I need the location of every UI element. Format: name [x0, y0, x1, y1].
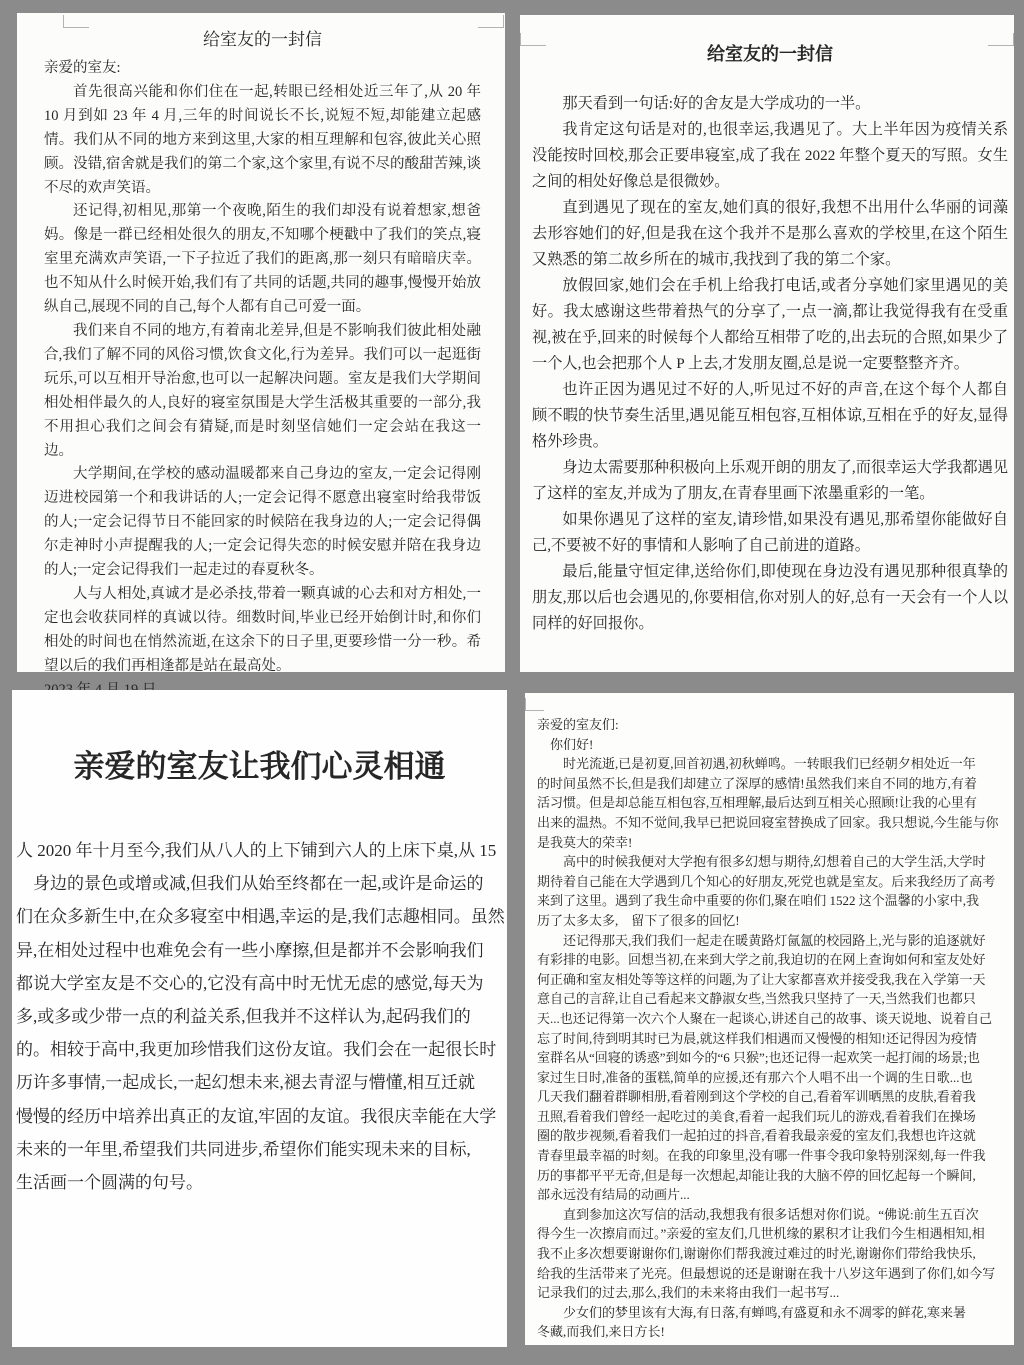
text-line: 来到了这里。遇到了我生命中重要的你们,聚在咱们 1522 这个温馨的小家中,我 — [537, 893, 980, 909]
text-line: 都说大学室友是不交心的,它没有高中时无忧无虑的感觉,每天为 — [16, 973, 484, 993]
letter4-salutation: 亲爱的室友们: — [537, 717, 619, 732]
text-line: 身边的景色或增或减,但我们从始至终都在一起,或许是命运的 — [16, 874, 484, 894]
text-line: 期待着自己能在大学遇到几个知心的好朋友,死党也就是室友。后来我经历了高考 — [537, 873, 996, 889]
text-line: 慢慢的经历中培养出真正的友谊,牢固的友谊。我很庆幸能在大学 — [16, 1106, 497, 1126]
text-line: 意自己的言辞,让自己看起来文静淑女些,当然我只坚持了一天,当然我们也都只 — [537, 991, 976, 1007]
text-line: 们在众多新生中,在众多寝室中相遇,幸运的是,我们志趣相同。虽然 — [16, 907, 505, 927]
margin-corner-mark — [525, 698, 544, 711]
text-line: 得今生一次擦肩而过。”亲爱的室友们,几世机缘的累积才让我们今生相遇相知,相 — [537, 1226, 985, 1242]
margin-corner-mark — [478, 15, 504, 28]
letter3-body — [12, 834, 507, 1199]
text-line: 的时间虽然不长,但是我们却建立了深厚的感情!虽然我们来自不同的地方,有着 — [537, 775, 977, 791]
text-line: 几天我们翻着群聊相册,看着刚到这个学校的自己,看着军训晒黑的皮肤,看着我 — [537, 1089, 976, 1105]
paragraph: 放假回家,她们会在手机上给我打电话,或者分享她们家里遇见的美好。我太感谢这些带着热气的分享了,一点一滴,都让我觉得我有在受重视,被在乎,回来的时候每个人都给互相带了吃的,出去玩的合照,如果少了一个人,也会把那个人 P 上去,才发朋友圈,总是说一定要整整齐齐。 — [532, 277, 1008, 372]
text-line: 异,在相处过程中也难免会有一些小摩擦,但是都并不会影响我们 — [16, 940, 484, 960]
paragraph: 身边太需要那种积极向上乐观开朗的朋友了,而很幸运大学我都遇见了这样的室友,并成为了朋友,在青春里画下浓墨重彩的一笔。 — [532, 459, 1008, 502]
text-line: 忘了时间,待到明其时已为晨,就这样我们相遇而又慢慢的相知!还记得因为疫情 — [537, 1030, 977, 1046]
paragraph: 还记得,初相见,那第一个夜晚,陌生的我们却没有说着想家,想爸妈。像是一群已经相处很久的朋友,不知哪个梗戳中了我们的笑点,寝室里充满欢声笑语,一下子拉近了我们的距离,那一刻只有暗暗庆幸。也不知从什么时候开始,我们有了共同的话题,共同的趣事,慢慢开始放纵自己,展现不同的自己,每个人都有自己可爱一面。 — [44, 203, 481, 316]
paragraph: 我肯定这句话是对的,也很幸运,我遇见了。大上半年因为疫情关系没能按时回校,那会正要串寝室,成了我在 2022 年整个夏天的写照。女生之间的相处好像总是很微妙。 — [532, 121, 1008, 190]
text-line: 历了太多太多, 留下了很多的回忆! — [537, 912, 740, 928]
text-line: 给我的生活带来了光亮。但最想说的还是谢谢在我十八岁这年遇到了你们,如今写 — [537, 1265, 996, 1281]
text-line: 少女们的梦里该有大海,有日落,有蝉鸣,有盛夏和永不凋零的鲜花,寒来暑 — [537, 1304, 967, 1320]
text-line: 我不止多次想要谢谢你们,谢谢你们帮我渡过难过的时光,谢谢你们带给我快乐, — [537, 1246, 976, 1262]
paragraph: 大学期间,在学校的感动温暖都来自己身边的室友,一定会记得刚迈进校园第一个和我讲话的人;一定会记得不愿意出寝室时给我带饭的人;一定会记得节日不能回家的时候陪在我身边的人;一定会记得偶尔走神时小声提醒我的人;一定会记得失恋的时候安慰并陪在我身边的人;一定会记得我们一起走过的春夏秋冬。 — [44, 466, 481, 579]
margin-corner-mark — [63, 15, 89, 28]
text-line: 历许多事情,一起成长,一起幻想未来,褪去青涩与懵懂,相互迁就 — [16, 1073, 475, 1093]
text-line: 部永远没有结局的动画片... — [537, 1187, 690, 1203]
text-line: 记录我们的过去,那么,我们的未来将由我们一起书写... — [537, 1285, 840, 1301]
text-line: 高中的时候我便对大学抱有很多幻想与期待,幻想着自己的大学生活,大学时 — [537, 854, 986, 870]
text-line: 直到参加这次写信的活动,我想我有很多话想对你们说。“佛说:前生五百次 — [537, 1206, 979, 1222]
paragraph: 那天看到一句话:好的舍友是大学成功的一半。 — [562, 95, 871, 112]
letter1-title: 给室友的一封信 — [203, 30, 322, 49]
text-line: 还记得那天,我们我们一起走在暖黄路灯氤氲的校园路上,光与影的追逐就好 — [537, 932, 986, 948]
paragraph: 首先很高兴能和你们住在一起,转眼已经相处近三年了,从 20 年 10 月到如 23 年 4 月,三年的时间说长不长,说短不短,却能建立起感情。我们从不同的地方来到这里,大家的相互理解和包容,彼此关心照顾。没错,宿舍就是我们的第二个家,这个家里,有说不尽的酸甜苦辣,谈不尽的欢声笑语。 — [44, 83, 481, 196]
margin-corner-mark — [988, 33, 1014, 46]
letter-page-3 — [12, 690, 507, 1347]
letter3-title: 亲爱的室友让我们心灵相通 — [73, 749, 446, 784]
letter2-title: 给室友的一封信 — [707, 44, 833, 64]
text-line: 室群名从“回寝的诱惑”到如今的“6 只猴”;也还记得一起欢笑一起打闹的场景;也 — [537, 1050, 981, 1066]
text-line: 多,或多或少带一点的利益关系,但我并不这样认为,起码我们的 — [16, 1007, 471, 1027]
margin-corner-mark — [520, 33, 546, 46]
text-line: 家过生日时,准备的蛋糕,简单的应援,还有那六个人唱不出一个调的生日歌...也 — [537, 1069, 973, 1085]
paragraph: 如果你遇见了这样的室友,请珍惜,如果没有遇见,那希望你能做好自己,不要被不好的事情和人影响了自己前进的道路。 — [532, 511, 1008, 554]
text-line: 人 2020 年十月至今,我们从八人的上下铺到六人的上床下桌,从 15 — [16, 841, 497, 860]
text-line: 生活画一个圆满的句号。 — [16, 1173, 203, 1193]
paragraph: 人与人相处,真诚才是必杀技,带着一颗真诚的心去和对方相处,一定也会收获同样的真诚以待。细数时间,毕业已经开始倒计时,和你们相处的时间也在悄然流逝,在这余下的日子里,更要珍惜一分一秒。希望以后的我们再相逢都是站在最高处。 — [44, 585, 481, 674]
letter-page-1 — [17, 13, 505, 672]
text-line: 你们好! — [537, 736, 594, 752]
text-line: 丑照,看着我们曾经一起吃过的美食,看着一起我们玩儿的游戏,看着我们在操场 — [537, 1108, 976, 1124]
letter1-salutation: 亲爱的室友: — [44, 60, 121, 76]
paragraph: 也许正因为遇见过不好的人,听见过不好的声音,在这个每个人都自顾不暇的快节奏生活里,遇见能互相包容,互相体谅,互相在乎的好友,显得格外珍贵。 — [532, 381, 1008, 450]
paragraph: 最后,能量守恒定律,送给你们,即使现在身边没有遇见那种很真挚的朋友,那以后也会遇见的,你要相信,你对别人的好,总有一天会有一个人以同样的好回报你。 — [532, 563, 1008, 632]
text-line: 何正确和室友相处等等这样的问题,为了让大家都喜欢并接受我,我在入学第一天 — [537, 971, 986, 987]
text-line: 是我莫大的荣幸! — [537, 834, 633, 850]
text-line: 未来的一年里,希望我们共同进步,希望你们能实现未来的目标, — [16, 1139, 471, 1159]
text-line: 青春里最幸福的时刻。在我的印象里,没有哪一件事令我印象特别深刻,每一件我 — [537, 1148, 986, 1164]
paragraph: 我们来自不同的地方,有着南北差异,但是不影响我们彼此相处融合,我们了解不同的风俗习惯,饮食文化,行为差异。我们可以一起逛街玩乐,可以互相开导治愈,也可以一起解决问题。室友是我们大学期间相处相伴最久的人,良好的寝室氛围是大学生活极其重要的一部分,我不用担心我们之间会有猜疑,而是时刻坚信她们一定会站在我这一边。 — [44, 322, 481, 459]
text-line: 冬藏,而我们,来日方长! — [537, 1324, 665, 1340]
letter-page-4 — [525, 693, 1014, 1345]
letter-page-2 — [520, 15, 1014, 672]
text-line: 天...也还记得第一次六个人聚在一起谈心,讲述自己的故事、谈天说地、说着自己 — [537, 1010, 993, 1026]
paragraph: 直到遇见了现在的室友,她们真的很好,我想不出用什么华丽的词藻去形容她们的好,但是我在这个我并不是那么喜欢的学校里,在这个陌生又熟悉的第二故乡所在的城市,我找到了我的第二个家。 — [532, 199, 1008, 268]
text-line: 圈的散步视频,看着我们一起拍过的抖音,看着我最亲爱的室友们,我想也许这就 — [537, 1128, 976, 1144]
text-line: 时光流逝,已是初夏,回首初遇,初秋蝉鸣。一转眼我们已经朝夕相处近一年 — [537, 756, 976, 772]
text-line: 活习惯。但是却总能互相包容,互相理解,最后达到互相关心照顾!让我的心里有 — [537, 795, 977, 811]
text-line: 有彩排的电影。回想当初,在来到大学之前,我迫切的在网上查询如何和室友处好 — [537, 952, 986, 968]
text-line: 的。相较于高中,我更加珍惜我们这份友谊。我们会在一起很长时 — [16, 1040, 497, 1060]
text-line: 出来的温热。不知不觉间,我早已把说回寝室替换成了回家。我只想说,今生能与你 — [537, 814, 999, 830]
text-line: 历的事都平平无奇,但是每一次想起,却能让我的大脑不停的回忆起每一个瞬间, — [537, 1167, 976, 1183]
